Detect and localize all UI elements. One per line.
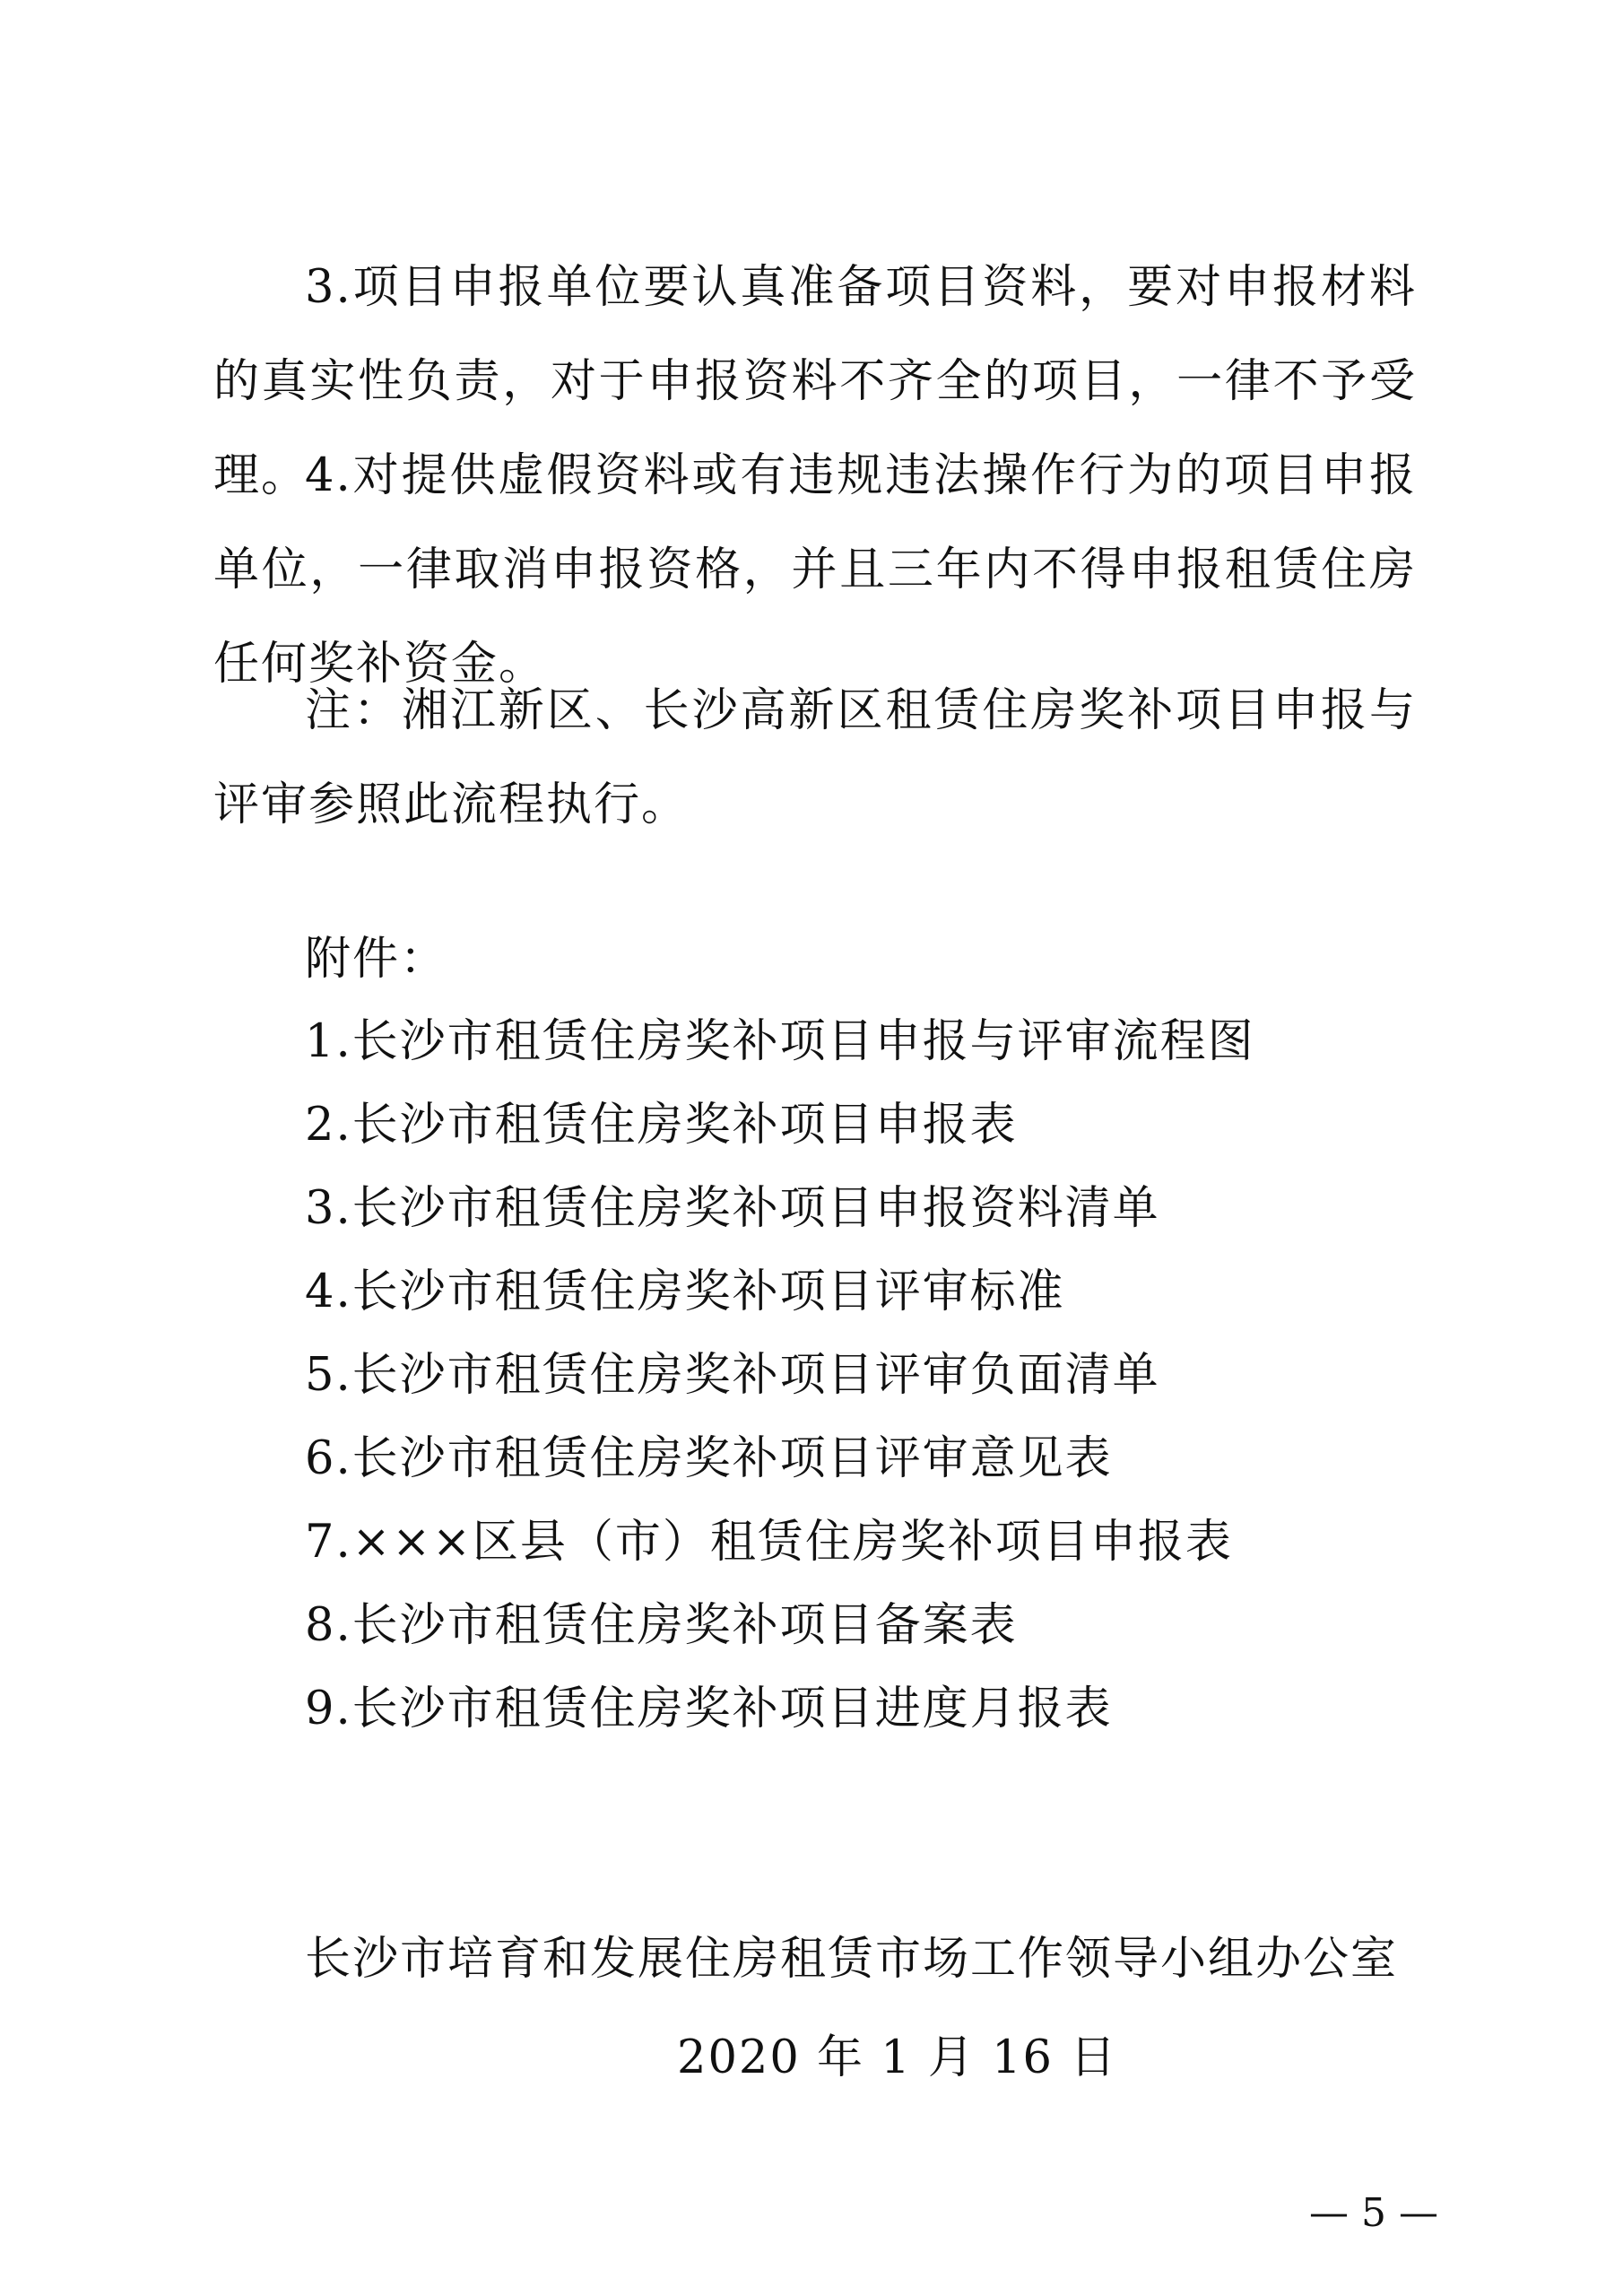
attachment-item: 3.长沙市租赁住房奖补项目申报资料清单 xyxy=(305,1182,1160,1235)
paragraph-4: 4.对提供虚假资料或有违规违法操作行为的项目申报单位，一律取消申报资格，并且三年内不得申报租赁住房任何奖补资金。 xyxy=(213,449,1417,691)
issue-date: 2020 年 1 月 16 日 xyxy=(677,2031,1118,2084)
attachments-list xyxy=(305,1011,1255,1761)
attachment-item: 6.长沙市租赁住房奖补项目评审意见表 xyxy=(305,1432,1113,1485)
attachment-item: 8.长沙市租赁住房奖补项目备案表 xyxy=(305,1599,1018,1652)
attachment-item: 4.长沙市租赁住房奖补项目评审标准 xyxy=(305,1265,1065,1318)
issuer-signature: 长沙市培育和发展住房租赁市场工作领导小组办公室 xyxy=(305,1933,1399,1986)
attachment-item: 1.长沙市租赁住房奖补项目申报与评审流程图 xyxy=(305,1015,1255,1068)
attachment-item: 2.长沙市租赁住房奖补项目申报表 xyxy=(305,1099,1018,1152)
note-paragraph: 注：湘江新区、长沙高新区租赁住房奖补项目申报与评审参照此流程执行。 xyxy=(213,684,1417,831)
attachment-item: 5.长沙市租赁住房奖补项目评审负面清单 xyxy=(305,1349,1160,1402)
attachment-item: 7.×××区县（市）租赁住房奖补项目申报表 xyxy=(305,1516,1233,1569)
page-number: — 5 — xyxy=(1309,2190,1438,2236)
paragraph-3: 3.项目申报单位要认真准备项目资料，要对申报材料的真实性负责，对于申报资料不齐全的项目，一律不予受理。 xyxy=(213,261,1417,502)
attachment-item: 9.长沙市租赁住房奖补项目进度月报表 xyxy=(305,1683,1113,1735)
attachments-title: 附件： xyxy=(305,933,448,986)
